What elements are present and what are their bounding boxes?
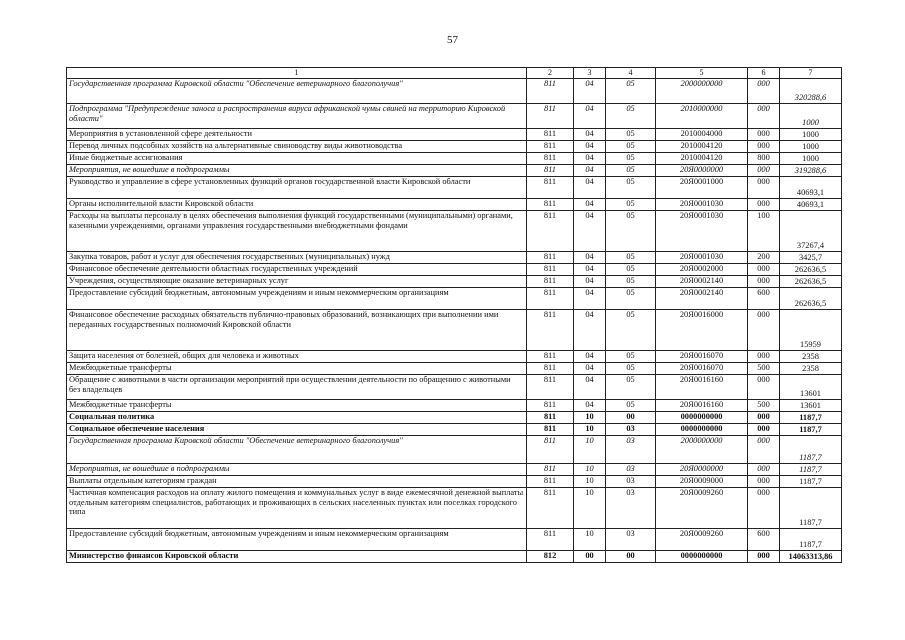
row-target-article: 20Я0002140 [656, 288, 748, 310]
row-subsection: 03 [606, 529, 656, 551]
row-expense-type: 000 [748, 436, 780, 464]
row-target-article: 20Я0009000 [656, 476, 748, 488]
row-section: 04 [574, 351, 606, 363]
table-row [67, 199, 842, 211]
row-description: Предоставление субсидий бюджетным, автономным учреждениям и иным некоммерческим организациям [67, 288, 527, 310]
row-target-article: 20Я0001030 [656, 199, 748, 211]
row-ministry-code: 811 [527, 476, 574, 488]
row-target-article: 2000000000 [656, 436, 748, 464]
row-target-article: 20Я0016160 [656, 375, 748, 400]
row-expense-type: 800 [748, 153, 780, 165]
row-amount: 1187,7 [780, 412, 842, 424]
row-target-article: 2010004120 [656, 141, 748, 153]
table-row [67, 476, 842, 488]
row-ministry-code: 811 [527, 288, 574, 310]
row-amount: 1000 [780, 104, 842, 129]
row-subsection: 05 [606, 79, 656, 104]
row-expense-type: 000 [748, 488, 780, 529]
row-subsection: 05 [606, 375, 656, 400]
table-row [67, 276, 842, 288]
row-ministry-code: 811 [527, 488, 574, 529]
table-row [67, 177, 842, 199]
row-expense-type: 000 [748, 199, 780, 211]
table-row [67, 264, 842, 276]
row-amount: 1187,7 [780, 529, 842, 551]
row-description: Обращение с животными в части организации мероприятий при осуществлении деятельности по обращению с животными без владельцев [67, 375, 527, 400]
header-row [67, 68, 842, 79]
row-target-article: 2010000000 [656, 104, 748, 129]
row-section: 10 [574, 488, 606, 529]
row-amount: 1000 [780, 153, 842, 165]
row-section: 10 [574, 424, 606, 436]
table-row [67, 529, 842, 551]
row-expense-type: 500 [748, 363, 780, 375]
row-target-article: 20Я0001030 [656, 211, 748, 252]
row-ministry-code: 811 [527, 177, 574, 199]
row-description: Межбюджетные трансферты [67, 400, 527, 412]
row-description: Мероприятия, не вошедшие в подпрограммы [67, 165, 527, 177]
row-target-article: 20Я0016070 [656, 351, 748, 363]
row-target-article: 20Я0009260 [656, 488, 748, 529]
table-row [67, 375, 842, 400]
row-section: 10 [574, 476, 606, 488]
table-row [67, 252, 842, 264]
row-description: Межбюджетные трансферты [67, 363, 527, 375]
row-subsection: 05 [606, 276, 656, 288]
table-row [67, 551, 842, 563]
row-subsection: 05 [606, 211, 656, 252]
row-target-article: 2000000000 [656, 79, 748, 104]
row-ministry-code: 811 [527, 141, 574, 153]
row-subsection: 05 [606, 153, 656, 165]
row-amount: 1000 [780, 141, 842, 153]
table-body [67, 79, 842, 563]
row-subsection: 05 [606, 400, 656, 412]
row-target-article: 20Я0001000 [656, 177, 748, 199]
row-subsection: 05 [606, 288, 656, 310]
table-row [67, 129, 842, 141]
row-description: Мероприятия в установленной сфере деятельности [67, 129, 527, 141]
row-section: 04 [574, 310, 606, 351]
row-amount: 13601 [780, 400, 842, 412]
row-subsection: 05 [606, 363, 656, 375]
row-section: 10 [574, 464, 606, 476]
row-amount: 13601 [780, 375, 842, 400]
row-expense-type: 000 [748, 264, 780, 276]
row-ministry-code: 811 [527, 79, 574, 104]
row-ministry-code: 811 [527, 211, 574, 252]
row-expense-type: 000 [748, 104, 780, 129]
row-description: Министерство финансов Кировской области [67, 551, 527, 563]
table-row [67, 104, 842, 129]
row-description: Руководство и управление в сфере установленных функций органов государственной власти Кировской области [67, 177, 527, 199]
row-section: 04 [574, 79, 606, 104]
column-header: 7 [780, 68, 842, 79]
row-subsection: 05 [606, 177, 656, 199]
row-subsection: 05 [606, 199, 656, 211]
row-amount: 1000 [780, 129, 842, 141]
row-ministry-code: 811 [527, 252, 574, 264]
row-ministry-code: 811 [527, 199, 574, 211]
row-section: 10 [574, 412, 606, 424]
row-expense-type: 000 [748, 141, 780, 153]
row-ministry-code: 811 [527, 529, 574, 551]
row-description: Социальное обеспечение населения [67, 424, 527, 436]
row-ministry-code: 811 [527, 153, 574, 165]
table-row [67, 141, 842, 153]
row-section: 04 [574, 363, 606, 375]
row-amount: 1187,7 [780, 436, 842, 464]
row-description: Перевод личных подсобных хозяйств на альтернативные свиноводству виды животноводства [67, 141, 527, 153]
row-ministry-code: 811 [527, 165, 574, 177]
row-amount: 1187,7 [780, 476, 842, 488]
row-ministry-code: 812 [527, 551, 574, 563]
row-expense-type: 000 [748, 412, 780, 424]
row-ministry-code: 811 [527, 400, 574, 412]
row-description: Социальная политика [67, 412, 527, 424]
row-target-article: 20Я0016000 [656, 310, 748, 351]
row-target-article: 20Я0002000 [656, 264, 748, 276]
row-ministry-code: 811 [527, 464, 574, 476]
table-row [67, 400, 842, 412]
column-header: 1 [67, 68, 527, 79]
row-amount: 40693,1 [780, 177, 842, 199]
table-row [67, 310, 842, 351]
row-description: Органы исполнительной власти Кировской области [67, 199, 527, 211]
row-description: Подпрограмма "Предупреждение заноса и распространения вируса африканской чумы свиней на территорию Кировской области" [67, 104, 527, 129]
row-expense-type: 100 [748, 211, 780, 252]
table-row [67, 488, 842, 529]
row-section: 04 [574, 211, 606, 252]
row-section: 04 [574, 129, 606, 141]
row-target-article: 20Я0002140 [656, 276, 748, 288]
row-subsection: 05 [606, 129, 656, 141]
row-target-article: 2010004000 [656, 129, 748, 141]
row-target-article: 20Я0016160 [656, 400, 748, 412]
row-ministry-code: 811 [527, 412, 574, 424]
row-target-article: 0000000000 [656, 412, 748, 424]
row-subsection: 00 [606, 551, 656, 563]
row-target-article: 20Я0000000 [656, 165, 748, 177]
row-target-article: 0000000000 [656, 424, 748, 436]
row-description: Финансовое обеспечение расходных обязательств публично-правовых образований, возникающих при выполнении ими переданных государственных полномочий Кировской области [67, 310, 527, 351]
column-header: 4 [606, 68, 656, 79]
row-expense-type: 000 [748, 79, 780, 104]
row-amount: 320288,6 [780, 79, 842, 104]
row-ministry-code: 811 [527, 310, 574, 351]
row-ministry-code: 811 [527, 276, 574, 288]
row-section: 04 [574, 375, 606, 400]
row-description: Защита населения от болезней, общих для человека и животных [67, 351, 527, 363]
row-amount: 1187,7 [780, 464, 842, 476]
row-target-article: 20Я0001030 [656, 252, 748, 264]
row-amount: 262636,5 [780, 264, 842, 276]
row-amount: 15959 [780, 310, 842, 351]
row-amount: 14063313,86 [780, 551, 842, 563]
row-subsection: 05 [606, 141, 656, 153]
row-description: Расходы на выплаты персоналу в целях обеспечения выполнения функций государственными (муниципальными) органами, казенными учреждениями, органами управления государственными внебюджетными фондами [67, 211, 527, 252]
table-row [67, 412, 842, 424]
row-target-article: 20Я0009260 [656, 529, 748, 551]
table-row [67, 464, 842, 476]
table-row [67, 153, 842, 165]
row-ministry-code: 811 [527, 424, 574, 436]
row-expense-type: 000 [748, 476, 780, 488]
row-expense-type: 500 [748, 400, 780, 412]
row-ministry-code: 811 [527, 375, 574, 400]
row-description: Государственная программа Кировской области "Обеспечение ветеринарного благополучия" [67, 79, 527, 104]
row-section: 04 [574, 153, 606, 165]
table-row [67, 288, 842, 310]
row-amount: 1187,7 [780, 424, 842, 436]
column-header: 6 [748, 68, 780, 79]
row-description: Выплаты отдельным категориям граждан [67, 476, 527, 488]
row-subsection: 03 [606, 476, 656, 488]
row-ministry-code: 811 [527, 129, 574, 141]
table-row [67, 363, 842, 375]
row-section: 04 [574, 288, 606, 310]
column-header: 2 [527, 68, 574, 79]
row-expense-type: 600 [748, 529, 780, 551]
row-subsection: 03 [606, 436, 656, 464]
row-subsection: 03 [606, 424, 656, 436]
row-section: 04 [574, 264, 606, 276]
row-description: Предоставление субсидий бюджетным, автономным учреждениям и иным некоммерческим организациям [67, 529, 527, 551]
table-row [67, 165, 842, 177]
row-expense-type: 000 [748, 464, 780, 476]
row-target-article: 0000000000 [656, 551, 748, 563]
row-expense-type: 200 [748, 252, 780, 264]
row-expense-type: 000 [748, 177, 780, 199]
column-header: 5 [656, 68, 748, 79]
row-section: 04 [574, 252, 606, 264]
row-ministry-code: 811 [527, 264, 574, 276]
row-amount: 2358 [780, 363, 842, 375]
row-amount: 1187,7 [780, 488, 842, 529]
row-expense-type: 000 [748, 276, 780, 288]
row-section: 04 [574, 276, 606, 288]
row-ministry-code: 811 [527, 436, 574, 464]
table-row [67, 79, 842, 104]
page-number: 57 [447, 34, 458, 46]
row-amount: 37267,4 [780, 211, 842, 252]
row-expense-type: 000 [748, 424, 780, 436]
row-expense-type: 000 [748, 551, 780, 563]
row-section: 04 [574, 199, 606, 211]
row-target-article: 2010004120 [656, 153, 748, 165]
row-target-article: 20Я0000000 [656, 464, 748, 476]
row-amount: 319288,6 [780, 165, 842, 177]
row-subsection: 03 [606, 488, 656, 529]
row-subsection: 05 [606, 165, 656, 177]
row-subsection: 05 [606, 310, 656, 351]
row-amount: 40693,1 [780, 199, 842, 211]
row-amount: 3425,7 [780, 252, 842, 264]
row-description: Государственная программа Кировской области "Обеспечение ветеринарного благополучия" [67, 436, 527, 464]
row-section: 04 [574, 177, 606, 199]
row-expense-type: 000 [748, 375, 780, 400]
row-section: 04 [574, 141, 606, 153]
budget-table [66, 67, 842, 563]
row-description: Учреждения, осуществляющие оказание ветеринарных услуг [67, 276, 527, 288]
row-description: Закупка товаров, работ и услуг для обеспечения государственных (муниципальных) нужд [67, 252, 527, 264]
row-ministry-code: 811 [527, 363, 574, 375]
row-subsection: 05 [606, 252, 656, 264]
row-subsection: 03 [606, 464, 656, 476]
row-amount: 262636,5 [780, 288, 842, 310]
row-section: 04 [574, 400, 606, 412]
row-amount: 262636,5 [780, 276, 842, 288]
table-row [67, 436, 842, 464]
row-expense-type: 000 [748, 310, 780, 351]
table-row [67, 351, 842, 363]
row-subsection: 05 [606, 351, 656, 363]
row-description: Мероприятия, не вошедшие в подпрограммы [67, 464, 527, 476]
row-section: 00 [574, 551, 606, 563]
row-ministry-code: 811 [527, 351, 574, 363]
row-description: Финансовое обеспечение деятельности областных государственных учреждений [67, 264, 527, 276]
column-header: 3 [574, 68, 606, 79]
row-section: 10 [574, 436, 606, 464]
row-amount: 2358 [780, 351, 842, 363]
table-row [67, 424, 842, 436]
row-expense-type: 000 [748, 165, 780, 177]
row-expense-type: 000 [748, 129, 780, 141]
row-description: Иные бюджетные ассигнования [67, 153, 527, 165]
table-row [67, 211, 842, 252]
row-subsection: 05 [606, 104, 656, 129]
row-section: 04 [574, 165, 606, 177]
row-expense-type: 600 [748, 288, 780, 310]
row-description: Частичная компенсация расходов на оплату жилого помещения и коммунальных услуг в виде ежемесячной денежной выплаты отдельным категориям специалистов, работающих и проживающих в сельских населенных пунктах или поселках городского типа [67, 488, 527, 529]
row-target-article: 20Я0016070 [656, 363, 748, 375]
row-subsection: 05 [606, 264, 656, 276]
row-section: 04 [574, 104, 606, 129]
row-subsection: 00 [606, 412, 656, 424]
row-section: 10 [574, 529, 606, 551]
row-ministry-code: 811 [527, 104, 574, 129]
row-expense-type: 000 [748, 351, 780, 363]
